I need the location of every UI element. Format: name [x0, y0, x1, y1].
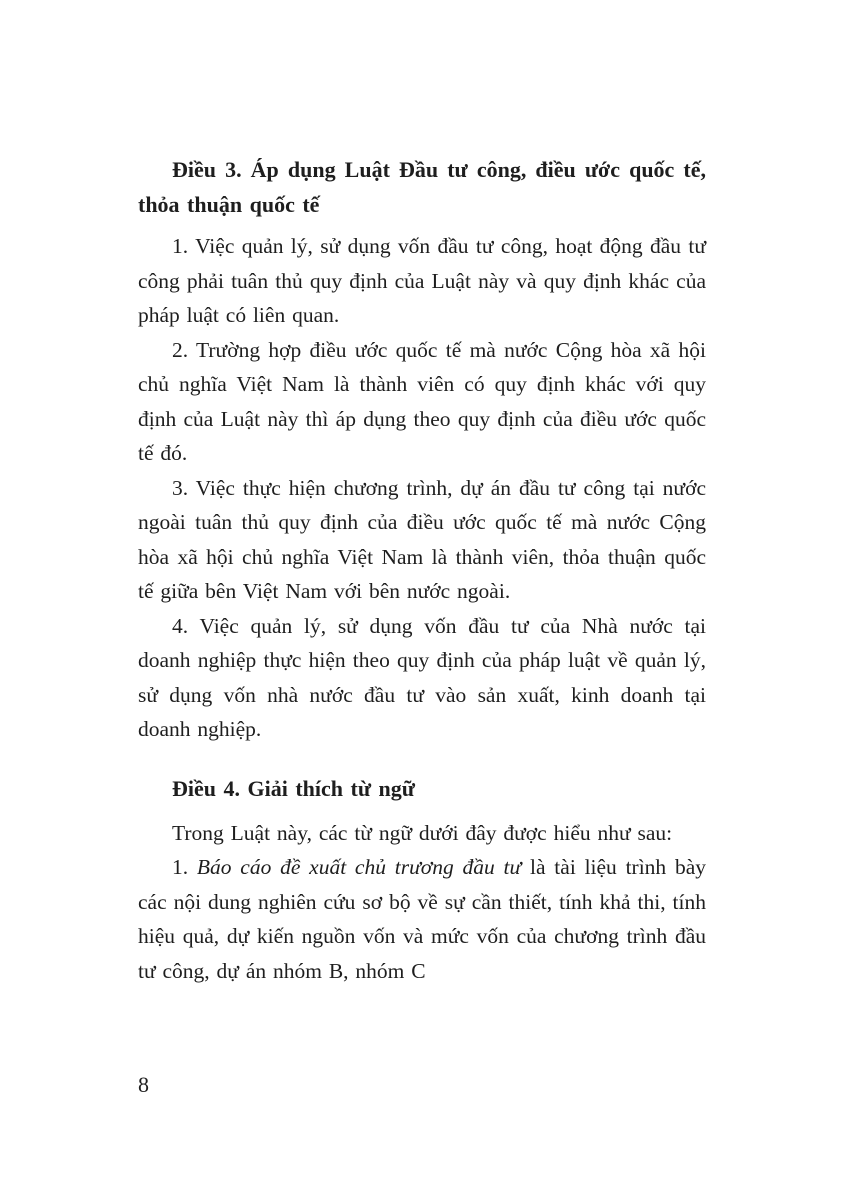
article-4-clause-1: [138, 850, 706, 988]
clause-definition-text: là tài liệu trình bày các nội dung nghiên cứu sơ bộ về sự cần thiết, tính khả thi, tính hiệu quả, dự kiến nguồn vốn và mức vốn của chương trình đầu tư công, dự án nhóm B, nhóm C: [138, 855, 706, 983]
article-3-clause-1: 1. Việc quản lý, sử dụng vốn đầu tư công, hoạt động đầu tư công phải tuân thủ quy định của Luật này và quy định khác của pháp luật có liên quan.: [138, 234, 706, 327]
article-4-intro: Trong Luật này, các từ ngữ dưới đây được hiểu như sau:: [172, 820, 673, 845]
page-number: 8: [138, 1072, 149, 1097]
page-content: [138, 152, 706, 988]
article-3-clause-2: 2. Trường hợp điều ước quốc tế mà nước Cộng hòa xã hội chủ nghĩa Việt Nam là thành viên có quy định khác với quy định của Luật này thì áp dụng theo quy định của điều ước quốc tế đó.: [138, 337, 706, 465]
clause-number: 1.: [172, 855, 197, 879]
defined-term: Báo cáo đề xuất chủ trương đầu tư: [196, 855, 522, 879]
article-4-heading: Điều 4. Giải thích từ ngữ: [172, 775, 415, 801]
article-3-heading: Điều 3. Áp dụng Luật Đầu tư công, điều ước quốc tế, thỏa thuận quốc tế: [138, 157, 706, 217]
article-3-clause-4: 4. Việc quản lý, sử dụng vốn đầu tư của Nhà nước tại doanh nghiệp thực hiện theo quy định của pháp luật về quản lý, sử dụng vốn nhà nước đầu tư vào sản xuất, kinh doanh tại doanh nghiệp.: [138, 613, 706, 741]
article-3-clause-3: 3. Việc thực hiện chương trình, dự án đầu tư công tại nước ngoài tuân thủ quy định của điều ước quốc tế mà nước Cộng hòa xã hội chủ nghĩa Việt Nam là thành viên, thỏa thuận quốc tế giữa bên Việt Nam với bên nước ngoài.: [138, 475, 706, 603]
